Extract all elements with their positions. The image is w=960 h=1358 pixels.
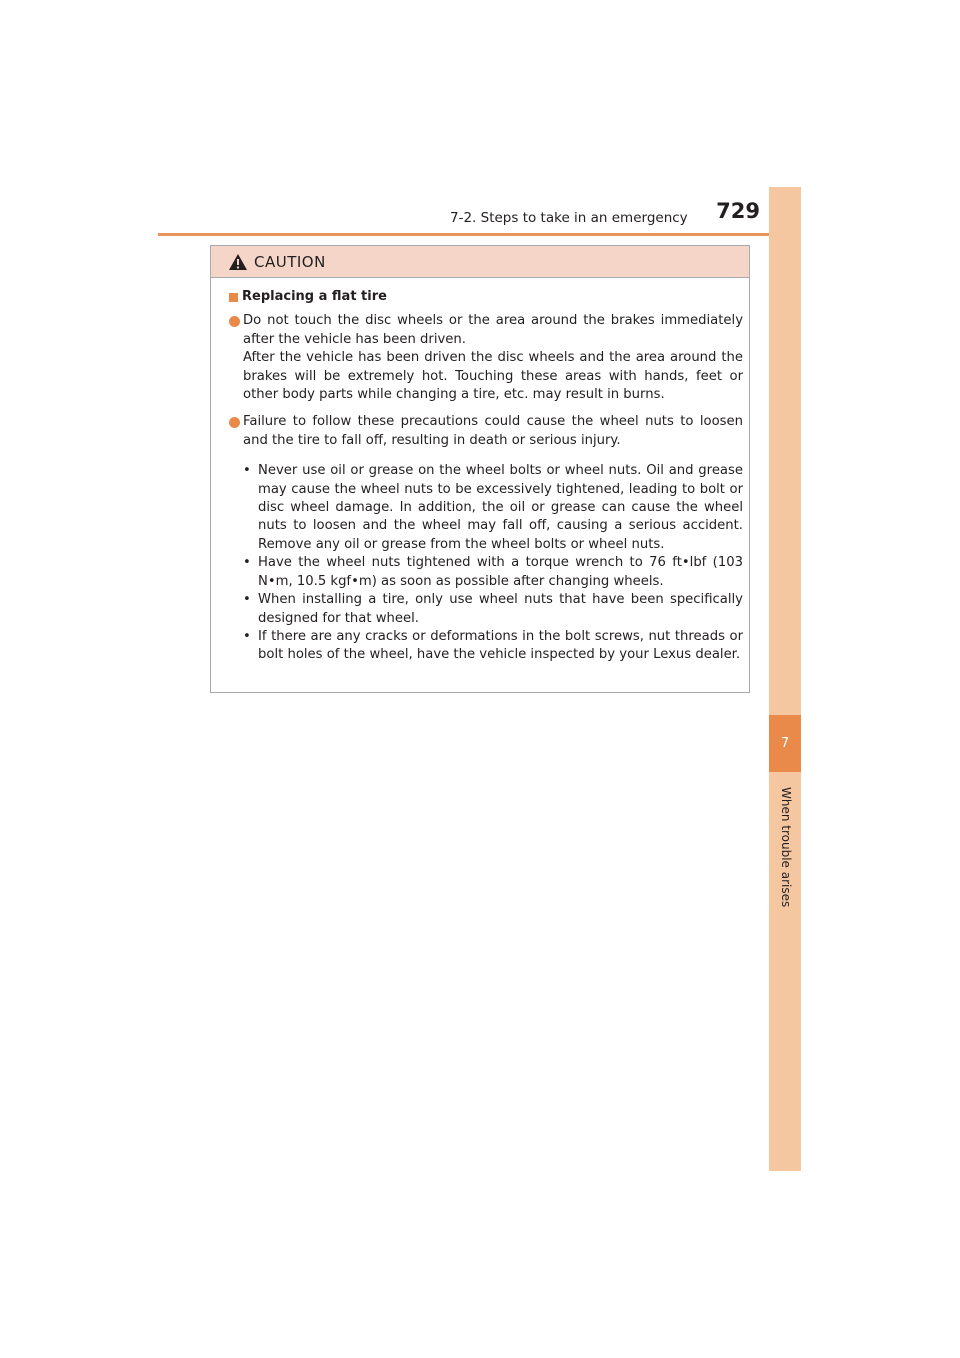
bullet-paragraph: After the vehicle has been driven the disc wheels and the area around the brakes will be extremely hot. Touching these areas with hands, feet or other body parts while changing a tire, etc. may result in burns. bbox=[243, 350, 743, 403]
round-bullet-icon bbox=[229, 316, 240, 327]
chapter-label: When trouble arises bbox=[779, 787, 793, 908]
small-bullet-icon: • bbox=[243, 592, 251, 608]
sub-item-text: When installing a tire, only use wheel nuts that have been specifically designed for that wheel. bbox=[258, 592, 743, 626]
sub-list-item bbox=[243, 628, 743, 665]
sub-item-text: If there are any cracks or deformations in the bolt screws, nut threads or bolt holes of the wheel, have the vehicle inspected by your Lexus dealer. bbox=[258, 628, 743, 663]
round-bullet-icon bbox=[229, 417, 240, 428]
sub-list bbox=[229, 462, 743, 664]
bullet-text bbox=[243, 413, 743, 456]
small-bullet-icon: • bbox=[243, 555, 251, 571]
bullet-paragraph: Do not touch the disc wheels or the area around the brakes immediately after the vehicle has been driven. bbox=[243, 313, 743, 347]
sub-item-text: Have the wheel nuts tightened with a torque wrench to 76 ft•lbf (103 N•m, 10.5 kgf•m) as soon as possible after changing wheels. bbox=[258, 555, 743, 589]
caution-box bbox=[210, 245, 750, 693]
square-bullet-icon bbox=[229, 293, 238, 302]
small-bullet-icon: • bbox=[243, 463, 251, 479]
caution-heading-text: Replacing a flat tire bbox=[242, 289, 387, 304]
chapter-side-tab[interactable] bbox=[769, 187, 801, 1171]
warning-triangle-icon bbox=[228, 253, 248, 271]
header-rule bbox=[158, 233, 799, 236]
caution-header bbox=[211, 246, 749, 278]
bullet-text bbox=[243, 312, 743, 404]
caution-body bbox=[211, 278, 749, 665]
caution-bullet bbox=[229, 413, 743, 456]
page-number: 729 bbox=[716, 199, 760, 223]
caution-heading bbox=[229, 288, 743, 306]
caution-title: CAUTION bbox=[254, 252, 326, 271]
bullet-paragraph: Failure to follow these precautions could cause the wheel nuts to loosen and the tire to fall off, resulting in death or serious injury. bbox=[243, 414, 743, 448]
sub-list-item bbox=[243, 591, 743, 628]
sub-list-item bbox=[243, 554, 743, 591]
section-title: 7-2. Steps to take in an emergency bbox=[450, 210, 688, 226]
small-bullet-icon: • bbox=[243, 628, 251, 644]
chapter-number: 7 bbox=[769, 715, 801, 772]
caution-bullet bbox=[229, 312, 743, 404]
sub-item-text: Never use oil or grease on the wheel bolts or wheel nuts. Oil and grease may cause the wheel nuts to be excessively tightened, leading to bolt or disc wheel damage. In addition, the oil or grease can cause the wheel nuts to loosen and the wheel may fall off, causing a serious accident. Remove any oil or grease from the wheel bolts or wheel nuts. bbox=[258, 463, 743, 552]
sub-list-item bbox=[243, 462, 743, 554]
